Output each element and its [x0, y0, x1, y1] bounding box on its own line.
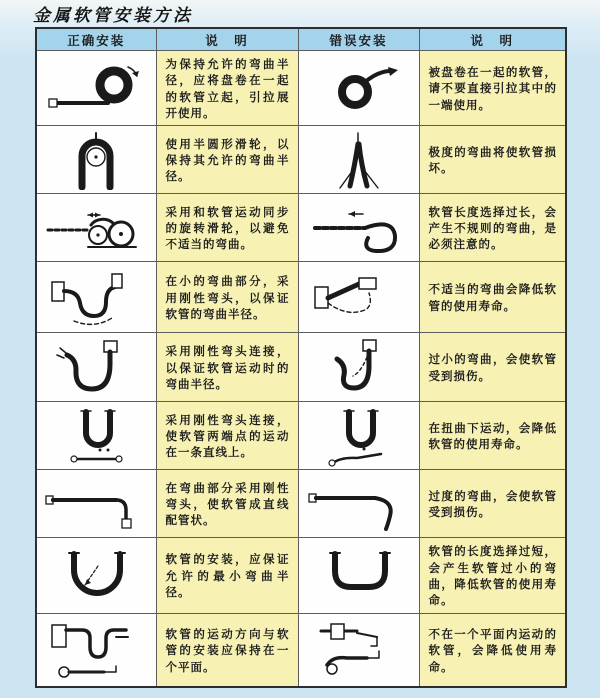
sync-rotating-pulleys-icon	[38, 198, 154, 258]
note-text: 在弯曲部分采用刚性弯头，使软管成直线配管状。	[165, 480, 290, 528]
page-title: 金属软管安装方法	[33, 6, 193, 26]
correct-note-cell	[156, 402, 298, 470]
wrong-figure-cell	[298, 126, 419, 194]
note-text: 软管的安装，应保证允许的最小弯曲半径。	[165, 552, 290, 600]
kinked-hose-icon	[301, 130, 417, 190]
coiled-hose-upright-icon	[38, 58, 154, 118]
correct-note-cell	[156, 126, 298, 194]
note-text: 使用半圆形滑轮，以保持其允许的弯曲半径。	[165, 136, 290, 184]
coiled-hose-pulled-icon	[301, 58, 417, 118]
header-note-left: 说 明	[156, 28, 298, 51]
too-small-bend-hose-icon	[301, 336, 417, 398]
min-bend-radius-u-icon	[38, 544, 154, 606]
wrong-figure-cell	[298, 402, 419, 470]
correct-note-cell	[156, 262, 298, 333]
header-row	[36, 28, 566, 51]
correct-note-cell	[156, 51, 298, 126]
note-text: 采用刚性弯头连接，以保证软管运动时的弯曲半径。	[165, 344, 290, 391]
wrong-note-cell	[419, 51, 566, 126]
correct-note-cell	[156, 333, 298, 402]
note-text: 不在一个平面内运动的软管，会降低使用寿命。	[428, 626, 557, 674]
too-short-hose-icon	[301, 544, 417, 606]
wrong-note-cell	[419, 538, 566, 613]
note-text: 极度的弯曲将使软管损坏。	[428, 144, 557, 176]
wrong-figure-cell	[298, 333, 419, 402]
multi-plane-motion-icon	[301, 617, 417, 683]
wrong-figure-cell	[298, 613, 419, 687]
wrong-note-cell	[419, 470, 566, 538]
header-wrong-install: 错误安装	[298, 28, 419, 51]
note-text: 在扭曲下运动，会降低软管的使用寿命。	[428, 420, 557, 452]
correct-note-cell	[156, 194, 298, 262]
wrong-note-cell	[419, 126, 566, 194]
table-row	[36, 194, 566, 262]
straight-hose-rigid-elbow-icon	[38, 474, 154, 534]
wrong-note-cell	[419, 402, 566, 470]
table-row	[36, 51, 566, 126]
note-text: 软管的运动方向与软管的安装应保持在一个平面。	[165, 626, 290, 674]
wrong-figure-cell	[298, 262, 419, 333]
correct-figure-cell	[36, 613, 156, 687]
twisted-u-hose-icon	[301, 405, 417, 467]
table-row	[36, 126, 566, 194]
rigid-elbow-small-bend-icon	[38, 266, 154, 328]
overlong-hose-loop-icon	[301, 198, 417, 258]
note-text: 采用刚性弯头连接，使软管两端点的运动在一条直线上。	[165, 412, 290, 460]
wrong-note-cell	[419, 194, 566, 262]
correct-figure-cell	[36, 402, 156, 470]
wrong-figure-cell	[298, 470, 419, 538]
half-round-pulley-icon	[38, 130, 154, 190]
note-text: 软管的长度选择过短，会产生软管过小的弯曲，降低软管的使用寿命。	[428, 544, 557, 608]
correct-note-cell	[156, 538, 298, 613]
correct-figure-cell	[36, 538, 156, 613]
header-note-right: 说 明	[419, 28, 566, 51]
note-text: 在小的弯曲部分，采用刚性弯头，以保证软管的弯曲半径。	[165, 274, 290, 321]
correct-note-cell	[156, 613, 298, 687]
correct-figure-cell	[36, 470, 156, 538]
wrong-figure-cell	[298, 538, 419, 613]
table-row	[36, 613, 566, 687]
note-text: 过小的弯曲，会使软管受到损伤。	[428, 352, 557, 383]
wrong-note-cell	[419, 333, 566, 402]
note-text: 被盘卷在一起的软管，请不要直接引拉其中的一端使用。	[428, 65, 557, 112]
wrong-figure-cell	[298, 51, 419, 126]
note-text: 软管长度选择过长，会产生不规则的弯曲，是必须注意的。	[428, 204, 557, 252]
improper-sharp-bend-icon	[301, 267, 417, 327]
correct-note-cell	[156, 470, 298, 538]
correct-figure-cell	[36, 333, 156, 402]
table-row	[36, 402, 566, 470]
note-text: 为保持允许的弯曲半径，应将盘卷在一起的软管立起，引拉展开使用。	[165, 57, 290, 120]
overbent-hose-end-icon	[301, 474, 417, 534]
single-plane-motion-icon	[38, 617, 154, 683]
note-text: 不适当的弯曲会降低软管的使用寿命。	[428, 282, 557, 313]
table-row	[36, 538, 566, 613]
correct-figure-cell	[36, 262, 156, 333]
correct-figure-cell	[36, 126, 156, 194]
wrong-figure-cell	[298, 194, 419, 262]
note-text: 过度的弯曲，会使软管受到损伤。	[428, 488, 557, 520]
wrong-note-cell	[419, 613, 566, 687]
installation-table	[35, 27, 567, 688]
wrong-note-cell	[419, 262, 566, 333]
rigid-elbow-u-hose-icon	[38, 336, 154, 398]
table-row	[36, 333, 566, 402]
header-correct-install: 正确安装	[36, 28, 156, 51]
note-text: 采用和软管运动同步的旋转滑轮，以避免不适当的弯曲。	[165, 204, 290, 252]
table-row	[36, 262, 566, 333]
inline-u-hose-icon	[38, 405, 154, 467]
correct-figure-cell	[36, 51, 156, 126]
table-row	[36, 470, 566, 538]
correct-figure-cell	[36, 194, 156, 262]
